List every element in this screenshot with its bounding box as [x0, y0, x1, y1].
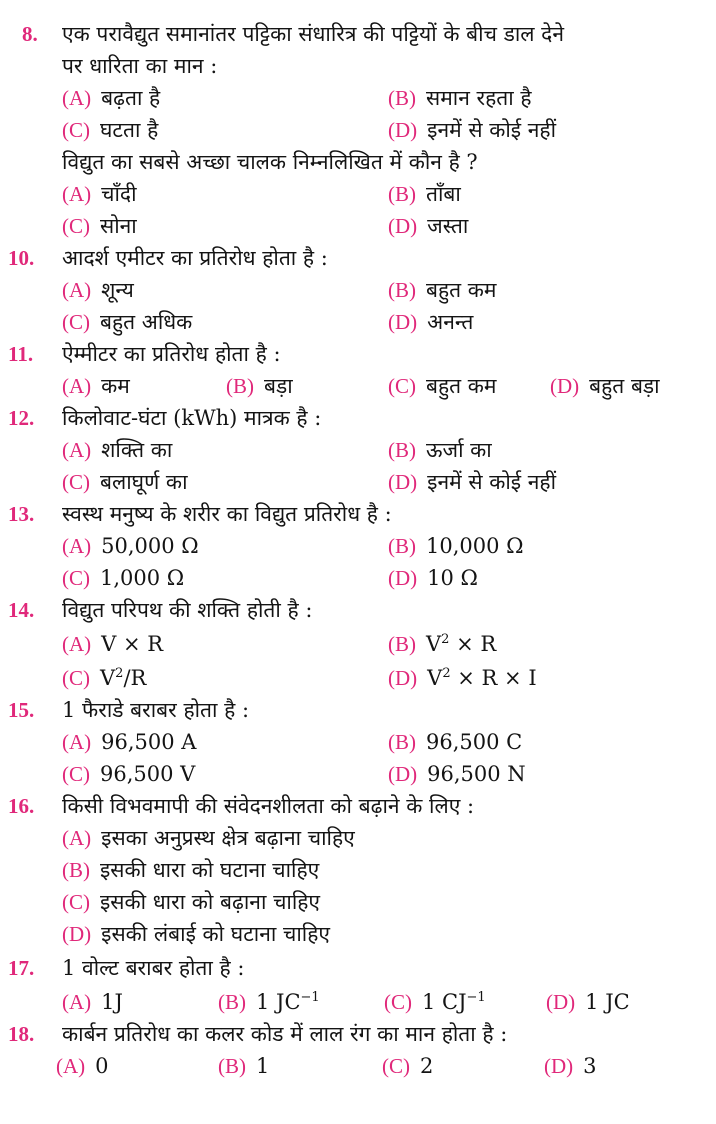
option-text: बढ़ता है [101, 86, 161, 110]
option-text: समान रहता है [426, 86, 532, 110]
option-text: जस्ता [427, 214, 469, 238]
option-text [422, 990, 486, 1014]
option-label: (B) [388, 278, 416, 302]
option-c[interactable] [62, 664, 146, 692]
option-label: (C) [62, 310, 90, 334]
option-label: (A) [62, 278, 92, 302]
option-label: (C) [62, 890, 90, 914]
option-label: (A) [62, 730, 92, 754]
option-text: 2 [420, 1054, 434, 1078]
option-d[interactable] [388, 760, 526, 788]
option-text: 96,500 N [427, 762, 526, 786]
option-b[interactable] [388, 532, 524, 560]
option-c[interactable] [62, 212, 137, 240]
formula-base: V [427, 666, 443, 690]
question-number: 16. [8, 794, 35, 818]
option-label: (A) [62, 826, 92, 850]
option-label: (A) [62, 86, 92, 110]
option-label: (B) [62, 858, 90, 882]
option-text: ताँबा [426, 182, 461, 206]
option-label: (A) [62, 632, 92, 656]
formula-base: 1 JC [256, 990, 301, 1014]
option-a[interactable] [62, 436, 172, 464]
option-label: (B) [218, 990, 246, 1014]
question-text: विद्युत परिपथ की शक्ति होती है : [62, 598, 313, 622]
option-label: (C) [62, 666, 90, 690]
option-label: (C) [384, 990, 412, 1014]
option-label: (B) [388, 632, 416, 656]
formula-exponent: −1 [300, 990, 320, 1005]
option-b[interactable] [218, 988, 320, 1016]
option-text: शून्य [101, 278, 134, 302]
option-text: 96,500 C [426, 730, 523, 754]
option-b[interactable] [388, 436, 492, 464]
formula-exponent: 2 [115, 666, 124, 681]
option-text: बहुत कम [426, 278, 497, 302]
option-label: (D) [388, 118, 418, 142]
option-a[interactable] [62, 84, 160, 112]
option-d[interactable] [544, 1052, 597, 1080]
option-text: 96,500 A [101, 730, 197, 754]
option-label: (D) [388, 566, 418, 590]
formula-base: 1 CJ [422, 990, 467, 1014]
option-label: (A) [62, 534, 92, 558]
option-text: 3 [583, 1054, 597, 1078]
option-c[interactable] [384, 988, 486, 1016]
option-d[interactable] [388, 116, 556, 144]
formula-rest: × R [449, 632, 497, 656]
option-b[interactable] [388, 728, 522, 756]
option-a[interactable] [62, 824, 355, 852]
question-number: 15. [8, 698, 35, 722]
option-text: V × R [101, 632, 164, 656]
option-a[interactable] [56, 1052, 109, 1080]
option-label: (C) [62, 762, 90, 786]
option-label: (D) [546, 990, 576, 1014]
option-text [256, 990, 320, 1014]
option-d[interactable] [388, 212, 468, 240]
option-c[interactable] [62, 468, 188, 496]
option-text: कम [101, 374, 130, 398]
option-text: 1J [101, 990, 123, 1014]
option-a[interactable] [62, 276, 134, 304]
option-text: ऊर्जा का [426, 438, 492, 462]
option-c[interactable] [382, 1052, 433, 1080]
option-text [427, 666, 536, 690]
option-text: इसकी धारा को बढ़ाना चाहिए [100, 890, 321, 914]
option-d[interactable] [388, 468, 556, 496]
option-a[interactable] [62, 180, 137, 208]
option-b[interactable] [388, 84, 532, 112]
option-text: बहुत बड़ा [589, 374, 660, 398]
option-d[interactable] [62, 920, 330, 948]
option-label: (C) [62, 118, 90, 142]
formula-exponent: 2 [441, 632, 450, 647]
question-number: 17. [8, 956, 35, 980]
option-label: (D) [388, 214, 418, 238]
question-number: 11. [8, 342, 34, 366]
option-b[interactable] [388, 180, 461, 208]
option-a[interactable] [62, 372, 130, 400]
option-label: (C) [382, 1054, 410, 1078]
question-text: ऐम्मीटर का प्रतिरोध होता है : [62, 342, 281, 366]
option-label: (A) [62, 374, 92, 398]
option-b[interactable] [62, 856, 319, 884]
option-text [426, 632, 496, 656]
option-text: शक्ति का [101, 438, 173, 462]
option-label: (D) [388, 762, 418, 786]
option-text: 1 JC [585, 990, 630, 1014]
option-label: (A) [62, 182, 92, 206]
option-c[interactable] [62, 760, 195, 788]
option-label: (B) [218, 1054, 246, 1078]
option-label: (B) [388, 438, 416, 462]
question-number: 14. [8, 598, 35, 622]
option-label: (D) [62, 922, 92, 946]
option-text: 10 Ω [427, 566, 478, 590]
option-label: (C) [62, 566, 90, 590]
option-text: इनमें से कोई नहीं [427, 118, 557, 142]
question-text: किसी विभवमापी की संवेदनशीलता को बढ़ाने के लिए : [62, 794, 475, 818]
option-c[interactable] [62, 888, 320, 916]
option-text: घटता है [100, 118, 159, 142]
option-text: 96,500 V [100, 762, 196, 786]
option-text: बहुत अधिक [100, 310, 193, 334]
option-a[interactable] [62, 532, 199, 560]
question-text: विद्युत का सबसे अच्छा चालक निम्नलिखित में कौन है ? [62, 150, 478, 174]
option-label: (D) [388, 666, 418, 690]
option-label: (D) [550, 374, 580, 398]
option-a[interactable] [62, 728, 196, 756]
option-d[interactable] [388, 564, 478, 592]
option-label: (B) [388, 182, 416, 206]
option-c[interactable] [62, 308, 192, 336]
option-text: इसकी लंबाई को घटाना चाहिए [101, 922, 330, 946]
question-text: एक परावैद्युत समानांतर पट्टिका संधारित्र की पट्टियों के बीच डाल देने [62, 22, 564, 46]
option-label: (A) [56, 1054, 86, 1078]
option-label: (C) [62, 470, 90, 494]
option-text: 0 [95, 1054, 109, 1078]
option-text: इसकी धारा को घटाना चाहिए [100, 858, 320, 882]
option-text: इनमें से कोई नहीं [427, 470, 557, 494]
option-label: (C) [62, 214, 90, 238]
option-text: सोना [100, 214, 137, 238]
option-b[interactable] [226, 372, 293, 400]
question-number: 18. [8, 1022, 35, 1046]
question-text: किलोवाट-घंटा (kWh) मात्रक है : [62, 406, 322, 430]
question-text: कार्बन प्रतिरोध का कलर कोड में लाल रंग का मान होता है : [62, 1022, 508, 1046]
option-b[interactable] [388, 630, 496, 658]
option-text: 50,000 Ω [101, 534, 199, 558]
option-label: (B) [388, 534, 416, 558]
formula-rest: × R × I [450, 666, 537, 690]
option-text: बलाघूर्ण का [100, 470, 188, 494]
option-d[interactable] [388, 664, 537, 692]
option-label: (A) [62, 990, 92, 1014]
formula-base: V [100, 666, 116, 690]
question-text: आदर्श एमीटर का प्रतिरोध होता है : [62, 246, 328, 270]
option-text: बड़ा [264, 374, 293, 398]
option-a[interactable] [62, 630, 163, 658]
option-label: (B) [388, 730, 416, 754]
option-label: (A) [62, 438, 92, 462]
question-number: 12. [8, 406, 35, 430]
option-c[interactable] [62, 116, 158, 144]
option-label: (B) [388, 86, 416, 110]
option-label: (D) [544, 1054, 574, 1078]
option-d[interactable] [388, 308, 473, 336]
option-label: (D) [388, 310, 418, 334]
option-label: (D) [388, 470, 418, 494]
option-text: 10,000 Ω [426, 534, 524, 558]
option-c[interactable] [62, 564, 184, 592]
option-a[interactable] [62, 988, 123, 1016]
formula-exponent: 2 [442, 666, 451, 681]
question-text: 1 फैराडे बराबर होता है : [62, 698, 250, 722]
option-label: (C) [388, 374, 416, 398]
formula-base: V [426, 632, 442, 656]
option-label: (B) [226, 374, 254, 398]
option-d[interactable] [550, 372, 660, 400]
option-b[interactable] [388, 276, 496, 304]
option-b[interactable] [218, 1052, 269, 1080]
question-text: 1 वोल्ट बराबर होता है : [62, 956, 245, 980]
option-text [100, 666, 146, 690]
question-number: 10. [8, 246, 35, 270]
option-text: इसका अनुप्रस्थ क्षेत्र बढ़ाना चाहिए [101, 826, 355, 850]
option-text: अनन्त [427, 310, 474, 334]
question-number: 13. [8, 502, 35, 526]
option-text: चाँदी [101, 182, 137, 206]
formula-exponent: −1 [466, 990, 486, 1005]
formula-rest: /R [123, 666, 147, 690]
option-c[interactable] [388, 372, 496, 400]
option-text: बहुत कम [426, 374, 497, 398]
question-text-continued: पर धारिता का मान : [62, 54, 218, 78]
question-text: स्वस्थ मनुष्य के शरीर का विद्युत प्रतिरोध है : [62, 502, 392, 526]
option-d[interactable] [546, 988, 630, 1016]
option-text: 1 [256, 1054, 270, 1078]
question-number: 8. [22, 22, 38, 46]
option-text: 1,000 Ω [100, 566, 185, 590]
